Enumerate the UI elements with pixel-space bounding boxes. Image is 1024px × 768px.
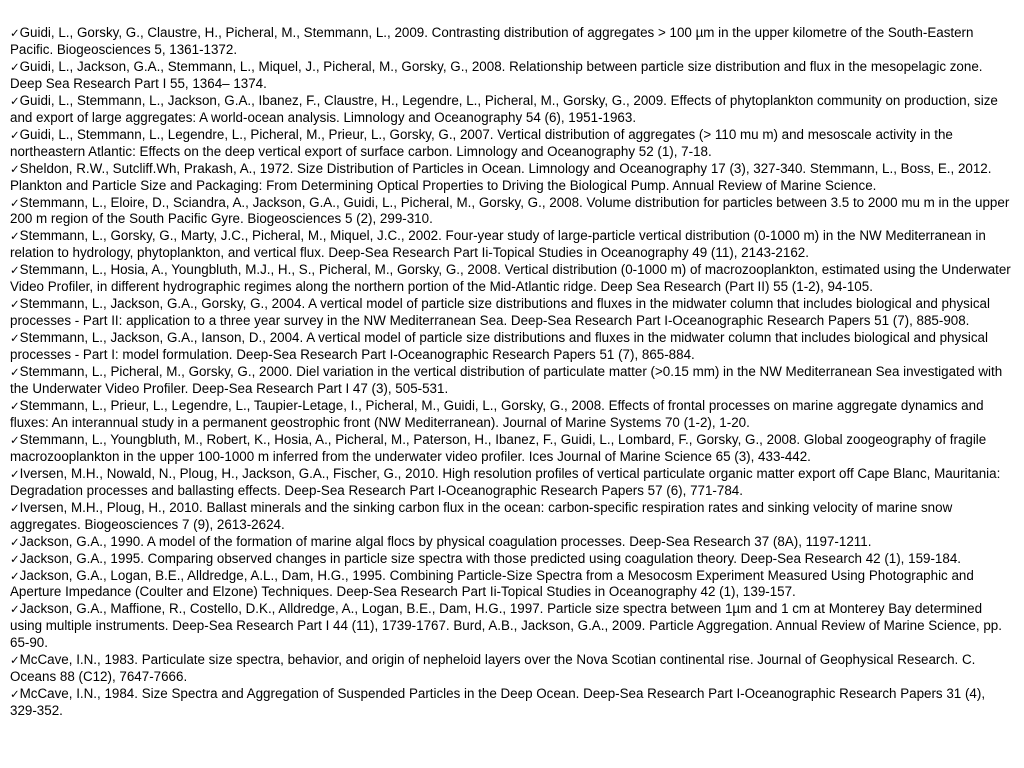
reference-text: Stemmann, L., Gorsky, G., Marty, J.C., Picheral, M., Miquel, J.C., 2002. Four-year study of large-particle vertical distribution (0-1000 m) in the NW Mediterranean in relation to hydrology, phytoplankton, and vertical flux. Deep-Sea Research Part Ii-Topical Studies in Oceanography 49 (11), 2143-2162. — [10, 228, 986, 261]
checkmark-icon: ✓ — [10, 161, 20, 176]
checkmark-icon: ✓ — [10, 568, 20, 583]
checkmark-icon: ✓ — [10, 398, 20, 413]
reference-text: McCave, I.N., 1984. Size Spectra and Aggregation of Suspended Particles in the Deep Ocean. Deep-Sea Research Part I-Oceanographic Research Papers 31 (4), 329-352. — [10, 686, 986, 719]
checkmark-icon: ✓ — [10, 687, 20, 702]
reference-item — [10, 551, 1014, 568]
reference-item — [10, 93, 1014, 127]
reference-text: Stemmann, L., Youngbluth, M., Robert, K., Hosia, A., Picheral, M., Paterson, H., Ibanez, F., Guidi, L., Lombard, F., Gorsky, G., 2008. Global zoogeography of fragile macrozooplankton in the upper 100-1000 m inferred from the underwater video profiler. Ices Journal of Marine Science 65 (3), 433-442. — [10, 431, 987, 464]
reference-item — [10, 364, 1014, 398]
reference-item — [10, 601, 1014, 652]
reference-text: Guidi, L., Gorsky, G., Claustre, H., Picheral, M., Stemmann, L., 2009. Contrasting distribution of aggregates > 100 µm in the upper kilometre of the South-Eastern Pacific. Biogeosciences 5, 1361-1372. — [10, 25, 974, 57]
reference-text: Stemmann, L., Jackson, G.A., Gorsky, G., 2004. A vertical model of particle size distributions and fluxes in the midwater column that includes biological and physical processes - Part II: application to a three year survey in the NW Mediterranean Sea. Deep-Sea Research Part I-Oceanographic Research Papers 51 (7), 885-908. — [10, 296, 990, 329]
reference-text: Jackson, G.A., Maffione, R., Costello, D.K., Alldredge, A., Logan, B.E., Dam, H.G., 1997. Particle size spectra between 1µm and 1 cm at Monterey Bay determined using multiple instruments. Deep-Sea Research Part I 44 (11), 1739-1767. Burd, A.B., Jackson, G.A., 2009. Particle Aggregation. Annual Review of Marine Science, pp. 65-90. — [10, 601, 1002, 651]
checkmark-icon: ✓ — [10, 195, 20, 210]
reference-item — [10, 466, 1014, 500]
reference-text: Stemmann, L., Eloire, D., Sciandra, A., Jackson, G.A., Guidi, L., Picheral, M., Gorsky, G., 2008. Volume distribution for particles between 3.5 to 2000 mu m in the upper 200 m region of the South Pacific Gyre. Biogeosciences 5 (2), 299-310. — [10, 194, 1010, 227]
checkmark-icon: ✓ — [10, 534, 20, 549]
checkmark-icon: ✓ — [10, 26, 20, 40]
reference-text: Jackson, G.A., 1990. A model of the formation of marine algal flocs by physical coagulation processes. Deep-Sea Research 37 (8A), 1197-1211. — [19, 533, 872, 549]
reference-text: Guidi, L., Stemmann, L., Legendre, L., Picheral, M., Prieur, L., Gorsky, G., 2007. Vertical distribution of aggregates (> 110 mu m) and mesoscale activity in the northeastern Atlantic: Effects on the deep vertical export of surface carbon. Limnology and Oceanography 52 (1), 7-18. — [10, 126, 953, 159]
checkmark-icon: ✓ — [10, 59, 20, 74]
checkmark-icon: ✓ — [10, 466, 20, 481]
reference-item — [10, 25, 1014, 59]
reference-item — [10, 330, 1014, 364]
reference-item — [10, 195, 1014, 229]
reference-text: Iversen, M.H., Ploug, H., 2010. Ballast minerals and the sinking carbon flux in the ocean: carbon-specific respiration rates and sinking velocity of marine snow aggregates. Biogeosciences 7 (9), 2613-2624. — [10, 499, 953, 532]
reference-item — [10, 534, 1014, 551]
checkmark-icon: ✓ — [10, 297, 20, 312]
checkmark-icon: ✓ — [10, 365, 20, 380]
reference-text: Sheldon, R.W., Sutcliff.Wh, Prakash, A., 1972. Size Distribution of Particles in Ocean. Limnology and Oceanography 17 (3), 327-340. Stemmann, L., Boss, E., 2012. Plankton and Particle Size and Packaging: From Determining Optical Properties to Driving the Biological Pump. Annual Review of Marine Science. — [10, 160, 992, 193]
checkmark-icon: ✓ — [10, 653, 20, 668]
checkmark-icon: ✓ — [10, 263, 20, 278]
reference-item — [10, 686, 1014, 720]
reference-item — [10, 296, 1014, 330]
reference-text: Guidi, L., Stemmann, L., Jackson, G.A., Ibanez, F., Claustre, H., Legendre, L., Picheral, M., Gorsky, G., 2009. Effects of phytoplankton community on production, size and export of large aggregates: A world-ocean analysis. Limnology and Oceanography 54 (6), 1951-1963. — [10, 92, 998, 125]
checkmark-icon: ✓ — [10, 432, 20, 447]
reference-item — [10, 228, 1014, 262]
checkmark-icon: ✓ — [10, 602, 20, 617]
reference-item — [10, 161, 1014, 195]
checkmark-icon: ✓ — [10, 93, 20, 108]
checkmark-icon: ✓ — [10, 229, 20, 244]
reference-text: Jackson, G.A., Logan, B.E., Alldredge, A.L., Dam, H.G., 1995. Combining Particle-Size Spectra from a Mesocosm Experiment Measured Using Photographic and Aperture Impedance (Coulter and Elzone) Techniques. Deep-Sea Research Part Ii-Topical Studies in Oceanography 42 (1), 139-157. — [10, 567, 974, 600]
reference-item — [10, 568, 1014, 602]
reference-text: Jackson, G.A., 1995. Comparing observed changes in particle size spectra with those predicted using coagulation theory. Deep-Sea Research 42 (1), 159-184. — [19, 550, 961, 566]
reference-text: Stemmann, L., Jackson, G.A., Ianson, D., 2004. A vertical model of particle size distributions and fluxes in the midwater column that includes biological and physical processes - Part I: model formulation. Deep-Sea Research Part I-Oceanographic Research Papers 51 (7), 865-884. — [10, 330, 988, 363]
reference-item — [10, 652, 1014, 686]
reference-item — [10, 432, 1014, 466]
reference-item — [10, 262, 1014, 296]
reference-text: Guidi, L., Jackson, G.A., Stemmann, L., Miquel, J., Picheral, M., Gorsky, G., 2008. Relationship between particle size distribution and flux in the mesopelagic zone. Deep Sea Research Part I 55, 1364– 1374. — [10, 58, 983, 91]
checkmark-icon: ✓ — [10, 551, 20, 566]
checkmark-icon: ✓ — [10, 500, 20, 515]
reference-text: Stemmann, L., Prieur, L., Legendre, L., Taupier-Letage, I., Picheral, M., Guidi, L., Gorsky, G., 2008. Effects of frontal processes on marine aggregate dynamics and fluxes: An interannual study in a permanent geostrophic front (NW Mediterranean). Journal of Marine Systems 70 (1-2), 1-20. — [10, 397, 984, 430]
checkmark-icon: ✓ — [10, 127, 20, 142]
reference-item — [10, 127, 1014, 161]
reference-item — [10, 500, 1014, 534]
reference-text: McCave, I.N., 1983. Particulate size spectra, behavior, and origin of nepheloid layers over the Nova Scotian continental rise. Journal of Geophysical Research. C. Oceans 88 (C12), 7647-7666. — [10, 652, 976, 685]
reference-text: Iversen, M.H., Nowald, N., Ploug, H., Jackson, G.A., Fischer, G., 2010. High resolution profiles of vertical particulate organic matter export off Cape Blanc, Mauritania: Degradation processes and ballasting effects. Deep-Sea Research Part I-Oceanographic Research Papers 57 (6), 771-784. — [10, 465, 1001, 498]
reference-text: Stemmann, L., Picheral, M., Gorsky, G., 2000. Diel variation in the vertical distribution of particulate matter (>0.15 mm) in the NW Mediterranean Sea investigated with the Underwater Video Profiler. Deep-Sea Research Part I 47 (3), 505-531. — [10, 364, 1003, 397]
reference-text: Stemmann, L., Hosia, A., Youngbluth, M.J., H., S., Picheral, M., Gorsky, G., 2008. Vertical distribution (0-1000 m) of macrozooplankton, estimated using the Underwater Video Profiler, in different hydrographic regimes along the northern portion of the Mid-Atlantic ridge. Deep Sea Research (Part II) 55 (1-2), 94-105. — [10, 262, 1011, 295]
checkmark-icon: ✓ — [10, 331, 20, 346]
reference-item — [10, 59, 1014, 93]
reference-item — [10, 398, 1014, 432]
